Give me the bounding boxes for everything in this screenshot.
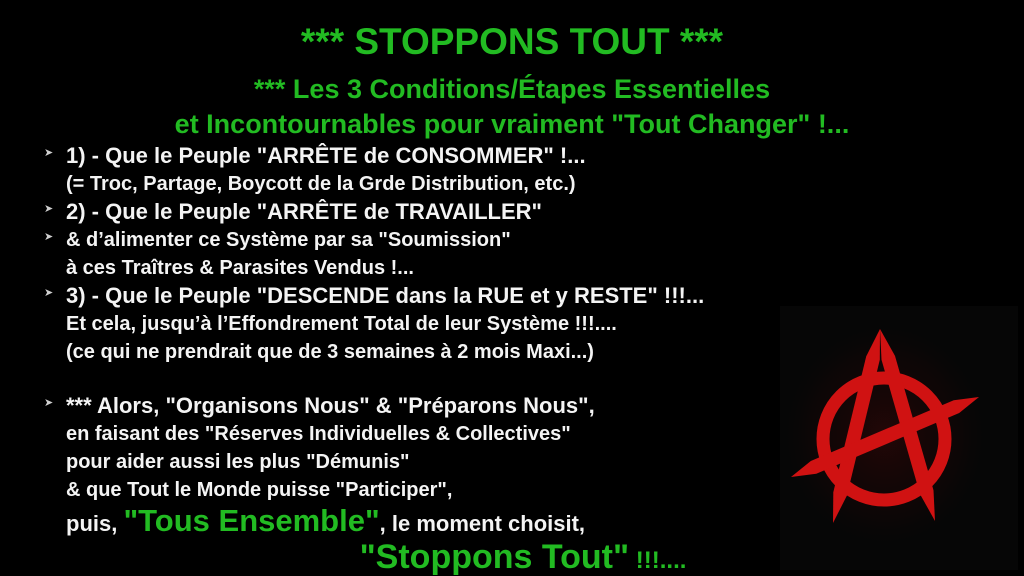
bullet-text: Et cela, jusqu’à l’Effondrement Total de leur Système !!!....: [66, 313, 617, 335]
bullet-line: [0, 142, 1024, 170]
final-slogan: "Stoppons Tout": [359, 538, 630, 576]
arrow-bullet-icon: ➤: [44, 230, 54, 243]
bullet-text: 1) - Que le Peuple "ARRÊTE de CONSOMMER" !...: [66, 143, 586, 168]
bullet-text: à ces Traîtres & Parasites Vendus !...: [66, 257, 414, 279]
bullet-text: (ce qui ne prendrait que de 3 semaines à 2 mois Maxi...): [66, 341, 594, 363]
closing-suffix: , le moment choisit,: [379, 511, 586, 536]
closing-highlight: "Tous Ensemble": [123, 503, 380, 538]
bullet-text: *** Alors, "Organisons Nous" & "Préparons Nous",: [66, 393, 595, 418]
bullet-text: 2) - Que le Peuple "ARRÊTE de TRAVAILLER": [66, 199, 542, 224]
closing-prefix: puis,: [66, 511, 124, 536]
bullet-line: [0, 198, 1024, 226]
slide-subtitle-line2: et Incontournables pour vraiment "Tout Changer" !...: [174, 109, 850, 139]
bullet-text: (= Troc, Partage, Boycott de la Grde Distribution, etc.): [66, 173, 576, 195]
arrow-bullet-icon: ➤: [44, 396, 54, 409]
bullet-line: [0, 226, 1024, 254]
bullet-text: pour aider aussi les plus "Démunis": [66, 451, 410, 473]
arrow-bullet-icon: ➤: [44, 286, 54, 299]
final-exclamation: !!!....: [629, 547, 687, 574]
slide-subtitle-line1: *** Les 3 Conditions/Étapes Essentielles: [253, 74, 771, 104]
arrow-bullet-icon: ➤: [44, 146, 54, 159]
anarchy-photo-inset: [780, 306, 1018, 570]
bullet-text: 3) - Que le Peuple "DESCENDE dans la RUE et y RESTE" !!!...: [66, 283, 705, 308]
bullet-text: & d’alimenter ce Système par sa "Soumission": [66, 229, 511, 251]
bullet-text: en faisant des "Réserves Individuelles & Collectives": [66, 423, 571, 445]
bullet-text: & que Tout le Monde puisse "Participer",: [66, 479, 453, 501]
arrow-bullet-icon: ➤: [44, 202, 54, 215]
slide-title: *** STOPPONS TOUT ***: [300, 21, 724, 62]
anarchy-circle-a-icon: [785, 315, 1015, 565]
bullet-line: [0, 170, 1024, 198]
bullet-line: [0, 254, 1024, 282]
